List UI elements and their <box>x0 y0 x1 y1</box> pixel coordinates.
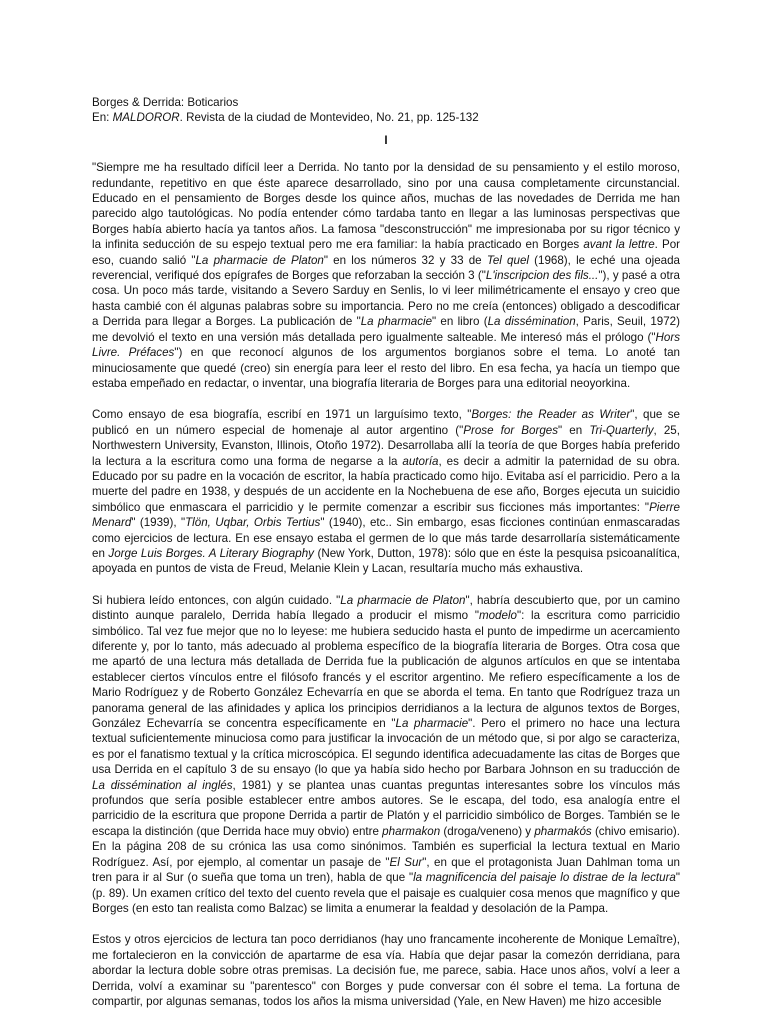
italic-run: Jorge Luis Borges. A Literary Biography <box>108 546 314 560</box>
text-run: (chivo emisario). En la página 208 de su crónica las usa como sinónimos. También es superficial la lectura textual en Mario Rodríguez. Así, por ejemplo, al comentar un pasaje de " <box>92 824 681 869</box>
text-run: , 25, Northwestern University, Evanston, Illinois, Otoño 1972). Desarrollaba allí la teoría de que Borges había preferido la lectura a la escritura como una forma de negarse a la <box>92 423 680 468</box>
italic-run: la magnificencia del paisaje lo distrae de la lectura <box>413 871 676 885</box>
text-run: " (1939), " <box>131 516 186 530</box>
italic-run: avant la lettre <box>583 238 655 252</box>
text-run: ", en que el protagonista Juan Dahlman toma un tren para ir al Sur (o sueña que toma un tren), habla de que " <box>92 855 680 885</box>
text-run: "Siempre me ha resultado difícil leer a Derrida. No tanto por la densidad de su pensamiento y el estilo moroso, redundante, repetitivo en que éste aparece desarrollado, sino por una causa completamente circunstancial. Educado en el pensamiento de Borges desde los quince años, muchas de las novedades de Derrida me han parecido algo tautológicas. No podía entender cómo tardaba tanto en llegar a las luminosas perspectivas que Borges había abierto hacía ya tantos años. La famosa "desconstrucción" me impresionaba por su rigor técnico y la infinita seducción de su espejo textual pero me era familiar: la había practicado en Borges <box>92 161 680 252</box>
paragraph <box>92 593 680 917</box>
text-run: (1968), le eché una ojeada reverencial, verifiqué dos epígrafes de Borges que reforzaban la sección 3 (" <box>92 253 680 283</box>
italic-run: Tel quel <box>486 253 529 267</box>
italic-run: pharmakon <box>382 824 441 838</box>
document-page <box>92 95 680 1025</box>
source-details: . Revista de la ciudad de Montevideo, No. 21, pp. 125-132 <box>179 111 479 125</box>
text-run: ". Pero el primero no hace una lectura textual suficientemente minuciosa como para justificar la invocación de un método que, si por algo se caracteriza, es por el fanatismo textual y la crítica microscópica. El segundo identifica adecuadamente las citas de Borges que usa Derrida en el capítulo 3 de su ensayo (lo que ya había sido hecho por Barbara Johnson en su traducción de <box>92 717 680 777</box>
italic-run: La dissémination al inglés <box>92 778 233 792</box>
italic-run: L'inscripcion des fils... <box>485 269 599 283</box>
text-run: Si hubiera leído entonces, con algún cuidado. " <box>92 593 341 607</box>
text-run: Estos y otros ejercicios de lectura tan poco derridianos (hay uno francamente incoherente de Monique Lemaître), me fortalecieron en la convicción de apartarme de esa vía. Había que dejar pasar la comezón derridiana, para abordar la lectura doble sobre otras premisas. La decisión fue, me parece, sabia. Hace unos años, volví a leer a Derrida, volví a examinar su "parentesco" con Borges y pude conversar con él sobre el tema. La fortuna de compartir, por algunas semanas, todos los años la misma universidad (Yale, en New Haven) me hizo accesible <box>92 933 680 1008</box>
text-run: (droga/veneno) y <box>440 824 535 838</box>
text-run: (New York, Dutton, 1978): sólo que en éste la pesquisa psicoanalítica, apoyada en puntos de vista de Freud, Melanie Klein y Lacan, resultaría mucho más exhaustiva. <box>92 546 680 576</box>
text-run: ", que se publicó en un número especial de homenaje al autor argentino (" <box>92 408 680 437</box>
italic-run: Pierre Menard <box>92 500 680 530</box>
source-prefix: En: <box>92 111 113 125</box>
text-run: " en <box>558 423 590 437</box>
text-run: Como ensayo de esa biografía, escribí en 1971 un larguísimo texto, " <box>92 408 472 422</box>
text-run: . Por eso, cuando salió " <box>92 238 681 267</box>
paragraph <box>92 932 680 1009</box>
text-run: ") en que reconocí algunos de los argumentos borgianos sobre el tema. Lo anoté tan minuciosamente que quedé (creo) sin energía para leer el resto del libro. En esa fecha, ya hacía un tiempo que estaba empeñado en redactar, o inventar, una biografía literaria de Borges para una editorial neoyorkina. <box>92 346 680 390</box>
italic-run: Tri-Quarterly <box>589 423 654 437</box>
italic-run: Tlön, Uqbar, Orbis Tertius <box>185 516 321 530</box>
text-run: ", habría descubierto que, por un camino distinto aunque paralelo, Derrida había llegado a producir el mismo " <box>92 593 680 623</box>
text-run: ": la escritura como parricidio simbólico. Tal vez fue mejor que no lo leyese: me hubiera seducido hasta el punto de impedirme un acercamiento diferente y, por lo tanto, más adecuado al problema específico de la biografía literaria de Borges. Otra cosa que me apartó de una lectura más detallada de Derrida fue la publicación de algunos artículos en que se intentaba establecer ciertos vínculos entre el filósofo francés y el escritor argentino. Me refiero específicamente a los de Mario Rodríguez y de Roberto González Echevarría en que se aborda el tema. En tanto que Rodríguez traza un panorama general de las afinidades y aplica los principios derridianos a la lectura de algunos textos de Borges, González Echevarría se concentra específicamente en " <box>92 609 680 731</box>
paragraph <box>92 160 680 391</box>
italic-run: La pharmacie <box>360 315 433 329</box>
italic-run: Prose for Borges <box>463 423 559 437</box>
italic-run: La dissémination <box>487 315 576 329</box>
italic-run: La pharmacie de Platon <box>340 593 466 607</box>
text-run: " (p. 89). Un examen crítico del texto del cuento revela que el paisaje es cualquier cosa menos que magnífico y que Borges (en esto tan realista como Balzac) se limita a enumerar la fealdad y desolación de la Pampa. <box>92 871 680 915</box>
text-run: " (1940), etc.. Sin embargo, esas ficciones continúan enmascaradas como ejercicios de lectura. En ese ensayo estaba el germen de lo que más tarde desarrollaría sistemáticamente en <box>92 516 680 560</box>
text-run: , es decir a admitir la paternidad de su obra. Educado por su padre en la vocación de escritor, la había practicado como hijo. Evitaba así el parricidio. Pero a la muerte del padre en 1938, y después de un accidente en la Nochebuena de ese año, Borges ejecuta un suicidio simbólico que enmascara el parricidio y le permite comenzar a escribir sus ficciones más importantes: " <box>92 454 680 514</box>
source-citation <box>92 110 680 125</box>
text-run: " en los números 32 y 33 de <box>323 253 487 267</box>
section-numeral: I <box>384 133 388 147</box>
italic-run: autoría <box>402 454 439 468</box>
italic-run: Borges: the Reader as Writer <box>471 408 631 422</box>
italic-run: La pharmacie <box>395 717 469 731</box>
italic-run: La pharmacie de Platon <box>195 253 324 267</box>
italic-run: Hors Livre. Préfaces <box>92 330 680 360</box>
text-run: " en libro ( <box>432 315 488 329</box>
text-run: , 1981) y se plantea unas cuantas preguntas interesantes sobre los vínculos más profundos que sería posible establecer entre ambos autores. Se le escapa, del todo, esa analogía entre el parricidio de la escritura que propone Derrida a partir de Platón y el parricidio simbólico de Borges. También se le escapa la distinción (que Derrida hace muy obvio) entre <box>92 778 680 838</box>
text-run: "), y pasé a otra cosa. Un poco más tarde, visitando a Severo Sarduy en Senlis, lo vi leer milimétricamente el ensayo y creo que hasta cambié con él algunas palabras sobre su importancia. Pero no me creía (entonces) obligado a descodificar a Derrida para llegar a Borges. La publicación de " <box>92 269 681 329</box>
text-run: , Paris, Seuil, 1972) me devolvió el texto en una versión más detallada pero igualmente salteable. Me interesó más el prólogo (" <box>92 315 680 344</box>
source-journal: MALDOROR <box>112 111 180 125</box>
paragraph <box>92 407 680 576</box>
italic-run: El Sur <box>389 855 423 869</box>
italic-run: pharmakós <box>534 824 592 838</box>
document-title: Borges & Derrida: Boticarios <box>92 96 239 109</box>
italic-run: modelo <box>478 609 517 623</box>
